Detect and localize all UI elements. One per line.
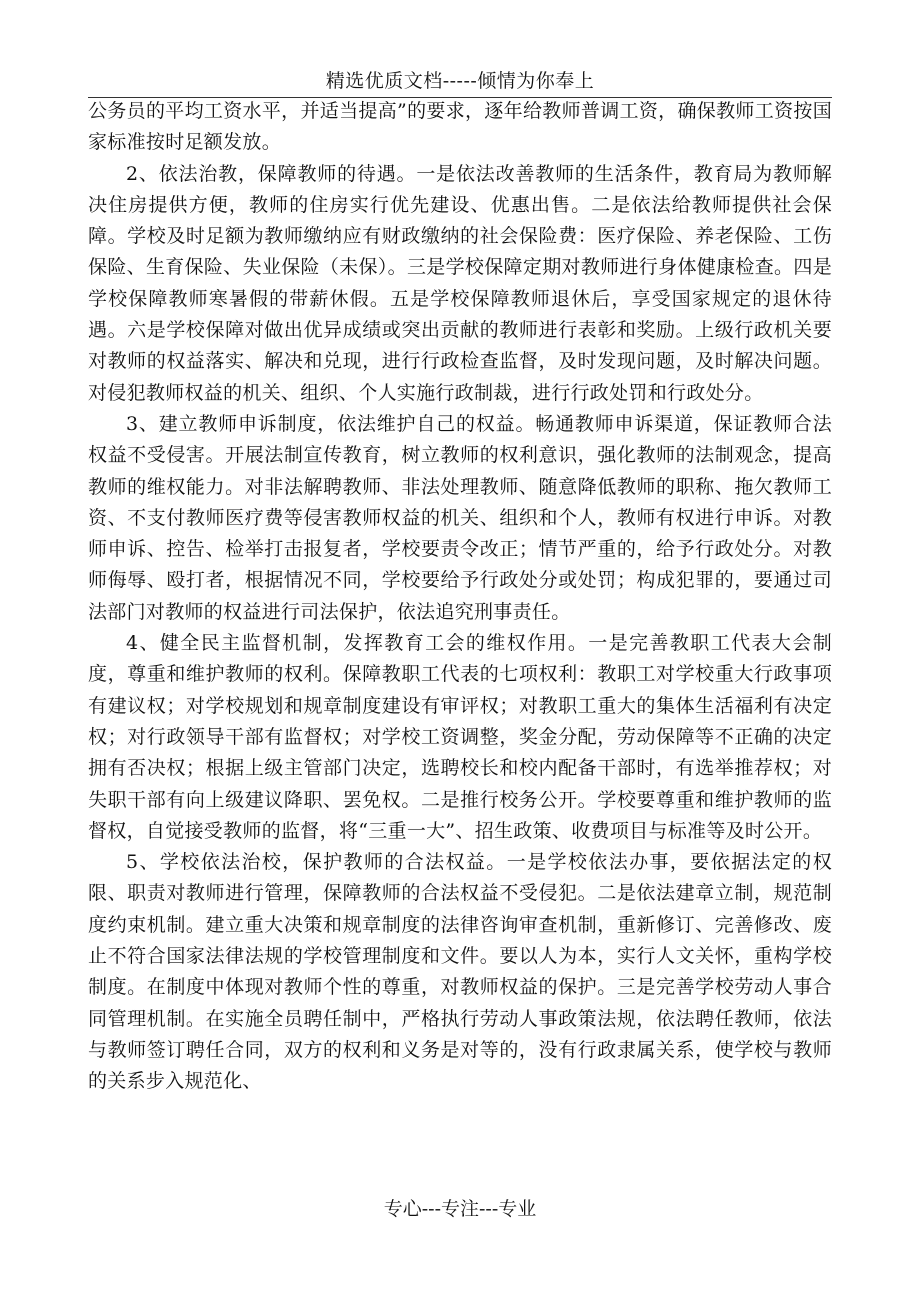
paragraph-4: 4、健全民主监督机制，发挥教育工会的维权作用。一是完善教职工代表大会制度，尊重和维护教师的权利。保障教职工代表的七项权利：教职工对学校重大行政事项有建议权；对学校规划和规章制度建设有审评权；对教职工重大的集体生活福利有决定权；对行政领导干部有监督权；对学校工资调整，奖金分配，劳动保障等不正确的决定拥有否决权；根据上级主管部门决定，选聘校长和校内配备干部时，有选举推荐权；对失职干部有向上级建议降职、罢免权。二是推行校务公开。学校要尊重和维护教师的监督权，自觉接受教师的监督，将“三重一大”、招生政策、收费项目与标准等及时公开。	[88, 632, 832, 842]
paragraph-continuation: 公务员的平均工资水平，并适当提高”的要求，逐年给教师普调工资，确保教师工资按国家标准按时足额发放。	[88, 100, 832, 154]
document-body	[88, 96, 832, 1098]
paragraph-3: 3、建立教师申诉制度，依法维护自己的权益。畅通教师申诉渠道，保证教师合法权益不受侵害。开展法制宣传教育，树立教师的权利意识，强化教师的法制观念，提高教师的维权能力。对非法解聘教师、非法处理教师、随意降低教师的职称、拖欠教师工资、不支付教师医疗费等侵害教师权益的机关、组织和个人，教师有权进行申诉。对教师申诉、控告、检举打击报复者，学校要责令改正；情节严重的，给予行政处分。对教师侮辱、殴打者，根据情况不同，学校要给予行政处分或处罚；构成犯罪的，要通过司法部门对教师的权益进行司法保护，依法追究刑事责任。	[88, 412, 832, 623]
page-footer: 专心---专注---专业	[383, 1198, 537, 1220]
page-header: 精选优质文档-----倾情为你奉上	[325, 70, 595, 92]
paragraph-5: 5、学校依法治校，保护教师的合法权益。一是学校依法办事，要依据法定的权限、职责对教师进行管理，保障教师的合法权益不受侵犯。二是依法建章立制，规范制度约束机制。建立重大决策和规章制度的法律咨询审查机制，重新修订、完善修改、废止不符合国家法律法规的学校管理制度和文件。要以人为本，实行人文关怀，重构学校制度。在制度中体现对教师个性的尊重，对教师权益的保护。三是完善学校劳动人事合同管理机制。在实施全员聘任制中，严格执行劳动人事政策法规，依法聘任教师，依法与教师签订聘任合同，双方的权利和义务是对等的，没有行政隶属关系，使学校与教师的关系步入规范化、	[88, 851, 832, 1093]
paragraph-2: 2、依法治教，保障教师的待遇。一是依法改善教师的生活条件，教育局为教师解决住房提供方便，教师的住房实行优先建设、优惠出售。二是依法给教师提供社会保障。学校及时足额为教师缴纳应有财政缴纳的社会保险费：医疗保险、养老保险、工伤保险、生育保险、失业保险（未保）。三是学校保障定期对教师进行身体健康检查。四是学校保障教师寒暑假的带薪休假。五是学校保障教师退休后，享受国家规定的退休待遇。六是学校保障对做出优异成绩或突出贡献的教师进行表彰和奖励。上级行政机关要对教师的权益落实、解决和兑现，进行行政检查监督，及时发现问题，及时解决问题。对侵犯教师权益的机关、组织、个人实施行政制裁，进行行政处罚和行政处分。	[88, 162, 832, 404]
